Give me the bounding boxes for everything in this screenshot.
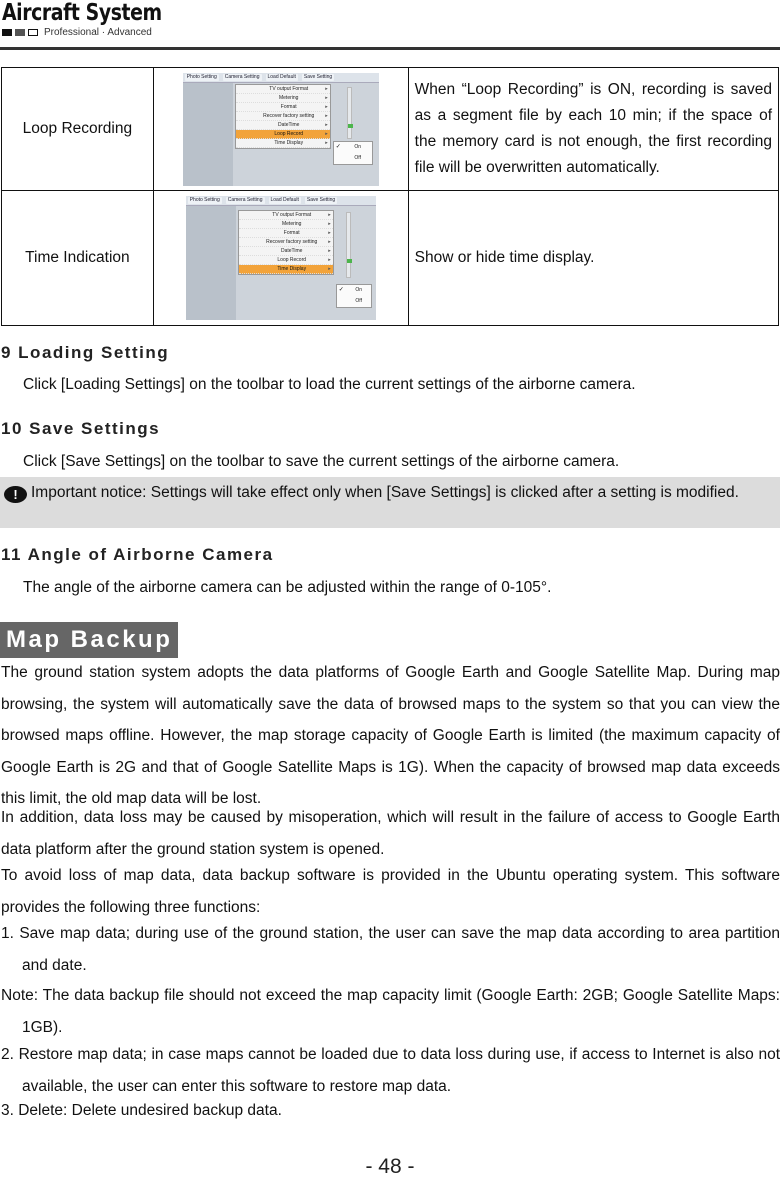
table-row-time-indication <box>2 191 779 326</box>
screenshot-toolbar <box>186 196 376 206</box>
toolbar-tab: Load Default <box>267 73 296 80</box>
screenshot-dropdown-menu <box>238 210 334 275</box>
screenshot-left-pane <box>183 83 233 186</box>
menu-item: Loop Record ▸ <box>239 256 333 265</box>
square-gray-icon <box>15 29 25 36</box>
toolbar-tab: Photo Setting <box>189 197 220 203</box>
slider-thumb <box>347 259 352 263</box>
setting-description: When “Loop Recording” is ON, recording is saved as a segment file by each 10 min; if the space of the memory card is not enough, the first recording file will be overwritten automatically. <box>408 68 778 191</box>
menu-item: Metering ▸ <box>239 220 333 229</box>
paragraph: In addition, data loss may be caused by misoperation, which will result in the failure of access to Google Earth data platform after the ground station system is opened. <box>1 809 780 858</box>
submenu-item: Off <box>355 298 362 304</box>
brand-title: Aircraft System <box>2 0 162 26</box>
menu-item: Time Display ▸ <box>236 139 330 148</box>
section-heading-save-settings: 10 Save Settings <box>1 419 161 438</box>
header-divider <box>0 47 780 50</box>
paragraph: To avoid loss of map data, data backup software is provided in the Ubuntu operating system. This software provides the following three functions: <box>1 867 780 916</box>
menu-item: Recover factory setting ▸ <box>239 238 333 247</box>
note-item: Note: The data backup file should not exceed the map capacity limit (Google Earth: 2GB; Google Satellite Maps: 1GB). <box>1 987 780 1036</box>
screenshot-dropdown-menu <box>235 84 331 149</box>
brand-squares-logo <box>2 29 38 36</box>
setting-name: Loop Recording <box>2 68 154 191</box>
square-outline-icon <box>28 29 38 36</box>
setting-screenshot <box>153 191 408 326</box>
list-item: 2. Restore map data; in case maps cannot be loaded due to data loss during use, if access to Internet is also not available, the user can enter this software to restore map data. <box>1 1046 780 1095</box>
section-text: Click [Save Settings] on the toolbar to save the current settings of the airborne camera. <box>23 453 620 470</box>
screenshot-toolbar <box>183 73 379 83</box>
time-display-menu-screenshot <box>186 196 376 320</box>
important-notice-box <box>0 477 780 528</box>
loop-record-menu-screenshot <box>183 73 379 186</box>
toolbar-tab: Save Setting <box>303 73 333 80</box>
section-text: The angle of the airborne camera can be adjusted within the range of 0-105°. <box>23 579 552 596</box>
paragraph: The ground station system adopts the data platforms of Google Earth and Google Satellite Map. During map browsing, the system will automatically save the data of browsed maps to the system so that you can view the browsed maps offline. However, the map storage capacity of Google Earth is limited (the maximum capacity of Google Earth is 2G and that of Google Satellite Maps is 1G). When the capacity of browsed map data exceeds this limit, the old map data will be lost. <box>1 664 780 807</box>
menu-item: TV output Format ▸ <box>239 211 333 220</box>
section-text: Click [Loading Settings] on the toolbar to load the current settings of the airborne camera. <box>23 376 636 393</box>
section-title-map-backup: Map Backup <box>0 622 178 658</box>
slider-thumb <box>348 124 353 128</box>
menu-item: Recover factory setting ▸ <box>236 112 330 121</box>
submenu-item-checked: ✓ On <box>334 142 372 153</box>
screenshot-submenu <box>336 284 372 308</box>
page-header <box>0 0 780 52</box>
menu-item: DateTime ▸ <box>239 247 333 256</box>
toolbar-tab: Camera Setting <box>227 197 263 203</box>
menu-item: Format ▸ <box>239 229 333 238</box>
section-heading-camera-angle: 11 Angle of Airborne Camera <box>1 545 274 564</box>
list-item: 1. Save map data; during use of the ground station, the user can save the map data according to area partition and date. <box>1 925 780 974</box>
toolbar-tab: Save Setting <box>306 197 336 203</box>
screenshot-left-pane <box>186 206 236 320</box>
setting-screenshot <box>153 68 408 191</box>
toolbar-tab: Photo Setting <box>186 73 217 80</box>
setting-description: Show or hide time display. <box>408 191 778 326</box>
screenshot-slider <box>347 87 352 139</box>
notice-text: Important notice: Settings will take effect only when [Save Settings] is clicked after a setting is modified. <box>31 484 739 501</box>
menu-item-selected: Time Display ▸ <box>239 265 333 274</box>
toolbar-tab: Camera Setting <box>224 73 260 80</box>
exclamation-icon: ! <box>4 486 27 503</box>
submenu-item: Off <box>354 154 361 161</box>
screenshot-slider <box>346 212 351 278</box>
page-number: - 48 - <box>365 1155 415 1177</box>
square-filled-icon <box>2 29 12 36</box>
setting-name: Time Indication <box>2 191 154 326</box>
menu-item-selected: Loop Record ▸ <box>236 130 330 139</box>
menu-item: Format ▸ <box>236 103 330 112</box>
section-heading-loading-setting: 9 Loading Setting <box>1 343 170 362</box>
brand-subtitle: Professional · Advanced <box>44 27 152 38</box>
submenu-item-checked: ✓ On <box>337 285 371 296</box>
menu-item: Metering ▸ <box>236 94 330 103</box>
screenshot-submenu <box>333 141 373 165</box>
menu-item: DateTime ▸ <box>236 121 330 130</box>
list-item: 3. Delete: Delete undesired backup data. <box>1 1102 282 1119</box>
toolbar-tab: Load Default <box>270 197 299 203</box>
menu-item: TV output Format ▸ <box>236 85 330 94</box>
table-row-loop-recording <box>2 68 779 191</box>
camera-settings-table <box>1 67 779 326</box>
